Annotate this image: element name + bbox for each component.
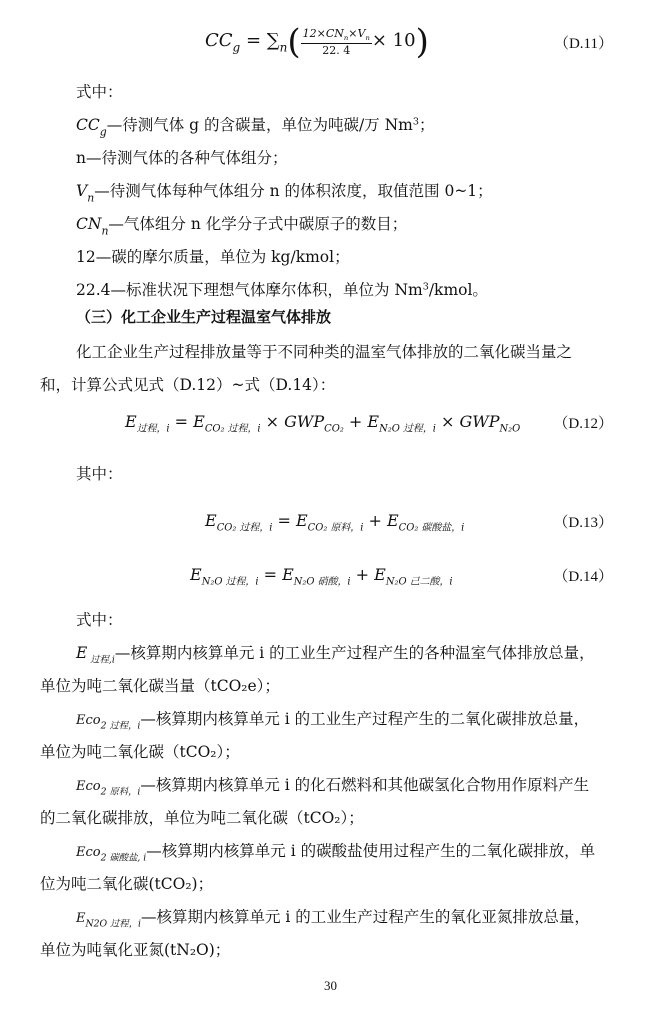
definition-eco2-feedstock: Eco$_{2 原料,i}$—核算期内核算单元 i 的化石燃料和其他碳氢化合物用作原料产生 — [76, 776, 590, 798]
definition-cn: $CN_n—$气体组分 n 化学分子式中碳原子的数目； — [76, 215, 408, 238]
definition-v: $V_n—$待测气体每种气体组分 n 的体积浓度，取值范围 0~1； — [76, 182, 493, 205]
definition-eco2-carbonate: Eco$_{2 碳酸盐, i}$—核算期内核算单元 i 的碳酸盐使用过程产生的二氧化碳排放，单 — [76, 842, 596, 864]
paragraph-line-2: 和，计算公式见式（D.12）~式（D.14）： — [40, 376, 336, 394]
definition-en2o-process: $E_{N2O 过程,i}—$核算期内核算单元 i 的工业生产过程产生的氧化亚氮排放总量， — [76, 908, 590, 930]
definition-22-4: 22.4—标准状况下理想气体摩尔体积，单位为 Nm$^3$/kmol。 — [76, 281, 488, 299]
paragraph-line-1: 化工企业生产过程排放量等于不同种类的温室气体排放的二氧化碳当量之 — [76, 343, 573, 361]
where-label-3: 式中： — [76, 611, 123, 629]
definition-eco2-process: Eco$_{2 过程,i}$—核算期内核算单元 i 的工业生产过程产生的二氧化碳排放总量， — [76, 710, 590, 732]
where-label-2: 其中： — [76, 465, 123, 483]
eq-number-d12: （D.12） — [553, 416, 613, 432]
definition-eco2-process-cont: 单位为吨二氧化碳（tCO₂）； — [40, 743, 240, 761]
eq-number-d13: （D.13） — [553, 515, 613, 531]
definition-en2o-process-cont: 单位为吨氧化亚氮(tN₂O)； — [40, 941, 231, 959]
eq-d11-fraction: $\frac{12\times CN_n\times V_n}{22. 4}$ — [302, 27, 370, 57]
definition-eco2-carbonate-cont: 位为吨二氧化碳(tCO₂)； — [40, 875, 214, 893]
definition-cc: $CC_g—$待测气体 g 的含碳量，单位为吨碳/万 Nm$^3$； — [76, 116, 435, 139]
where-label-1: 式中： — [76, 83, 123, 101]
page-number: 30 — [324, 978, 337, 993]
definition-12: 12—碳的摩尔质量，单位为 kg/kmol； — [76, 248, 350, 266]
eq-number-d11: （D.11） — [553, 36, 613, 52]
eq-d11-lhs: CC — [205, 30, 233, 51]
section-heading: （三）化工企业生产过程温室气体排放 — [76, 308, 332, 326]
eq-number-d14: （D.14） — [553, 569, 613, 585]
definition-e-process: E $_{过程,i}$—核算期内核算单元 i 的工业生产过程产生的各种温室气体排放总量， — [76, 644, 595, 666]
definition-eco2-feedstock-cont: 的二氧化碳排放，单位为吨二氧化碳（tCO₂）； — [40, 809, 364, 827]
definition-n: n—待测气体的各种气体组分； — [76, 149, 288, 167]
definition-e-process-cont: 单位为吨二氧化碳当量（tCO₂e）； — [40, 677, 280, 695]
